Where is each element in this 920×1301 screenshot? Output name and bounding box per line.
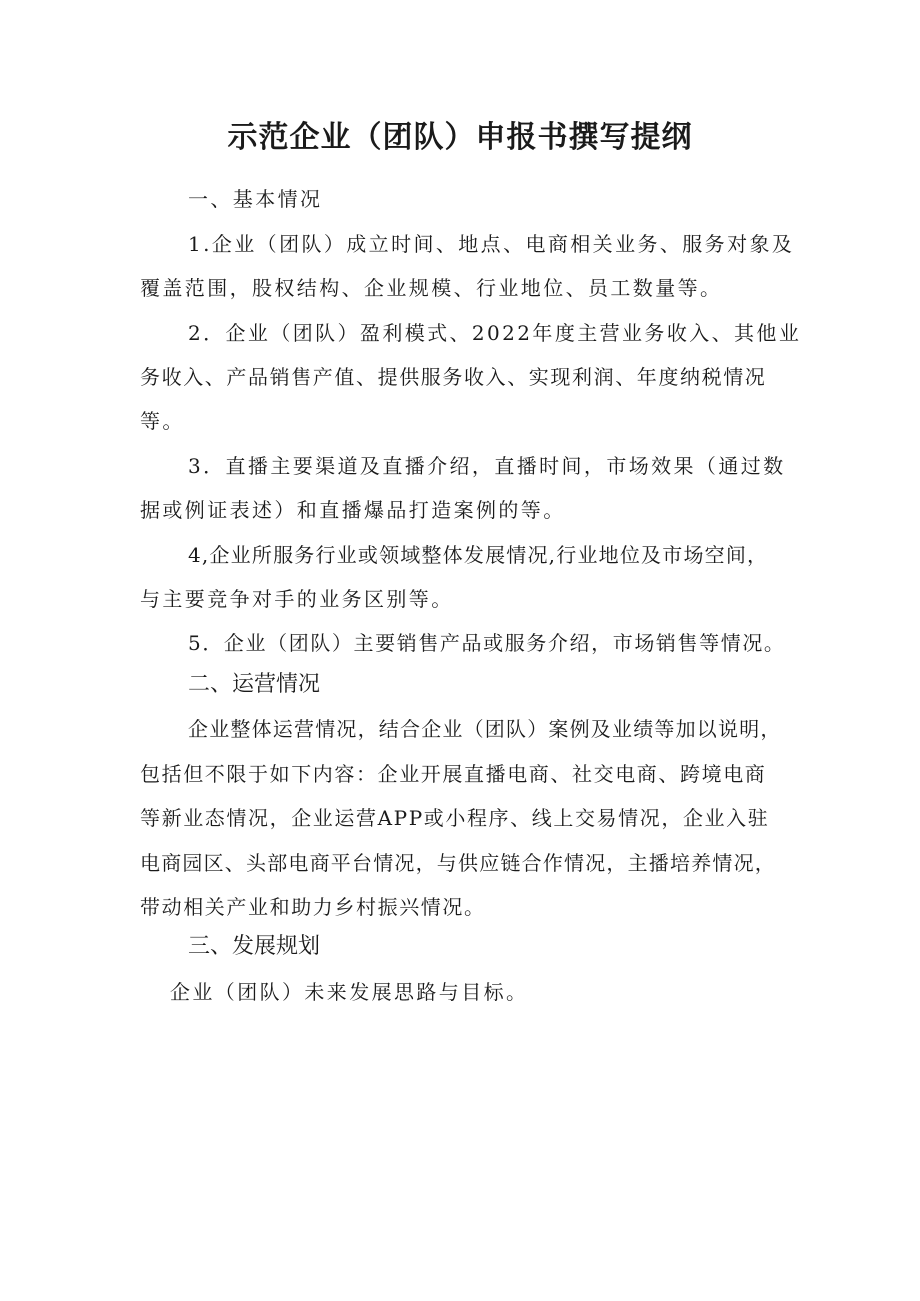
section1-heading: 一、基本情况 xyxy=(188,187,323,211)
section2-line: 等新业态情况，企业运营APP或小程序、线上交易情况，企业入驻 xyxy=(140,806,770,830)
section1-item5-line1: 5．企业（团队）主要销售产品或服务介绍，市场销售等情况。 xyxy=(188,631,786,655)
section3-body: 企业（团队）未来发展思路与目标。 xyxy=(170,980,529,1004)
document-title: 示范企业（团队）申报书撰写提纲 xyxy=(227,120,693,155)
section2-line: 包括但不限于如下内容：企业开展直播电商、社交电商、跨境电商 xyxy=(140,762,767,786)
section1-item4-line1: 4,企业所服务行业或领域整体发展情况,行业地位及市场空间， xyxy=(188,543,769,567)
section1-item1-line1: 1.企业（团队）成立时间、地点、电商相关业务、服务对象及 xyxy=(188,232,795,256)
section2-heading: 二、运营情况 xyxy=(188,672,321,697)
section1-item1-line2: 覆盖范围，股权结构、企业规模、行业地位、员工数量等。 xyxy=(140,276,723,300)
section2-line: 电商园区、头部电商平台情况，与供应链合作情况，主播培养情况， xyxy=(140,851,776,875)
section3-heading: 三、发展规划 xyxy=(188,934,321,959)
section2-line: 带动相关产业和助力乡村振兴情况。 xyxy=(140,895,486,919)
section1-item3-line2: 据或例证表述）和直播爆品打造案例的等。 xyxy=(140,498,566,522)
section1-item2-line2: 务收入、产品销售产值、提供服务收入、实现利润、年度纳税情况 xyxy=(140,365,767,389)
section2-line: 企业整体运营情况，结合企业（团队）案例及业绩等加以说明， xyxy=(188,717,782,741)
section1-item4-line2: 与主要竞争对手的业务区别等。 xyxy=(140,587,454,611)
section1-item2-line3: 等。 xyxy=(140,409,185,433)
section1-item3-line1: 3．直播主要渠道及直播介绍，直播时间，市场效果（通过数 xyxy=(188,454,786,478)
section1-item2-line1: 2．企业（团队）盈利模式、2022年度主营业务收入、其他业 xyxy=(188,321,802,345)
